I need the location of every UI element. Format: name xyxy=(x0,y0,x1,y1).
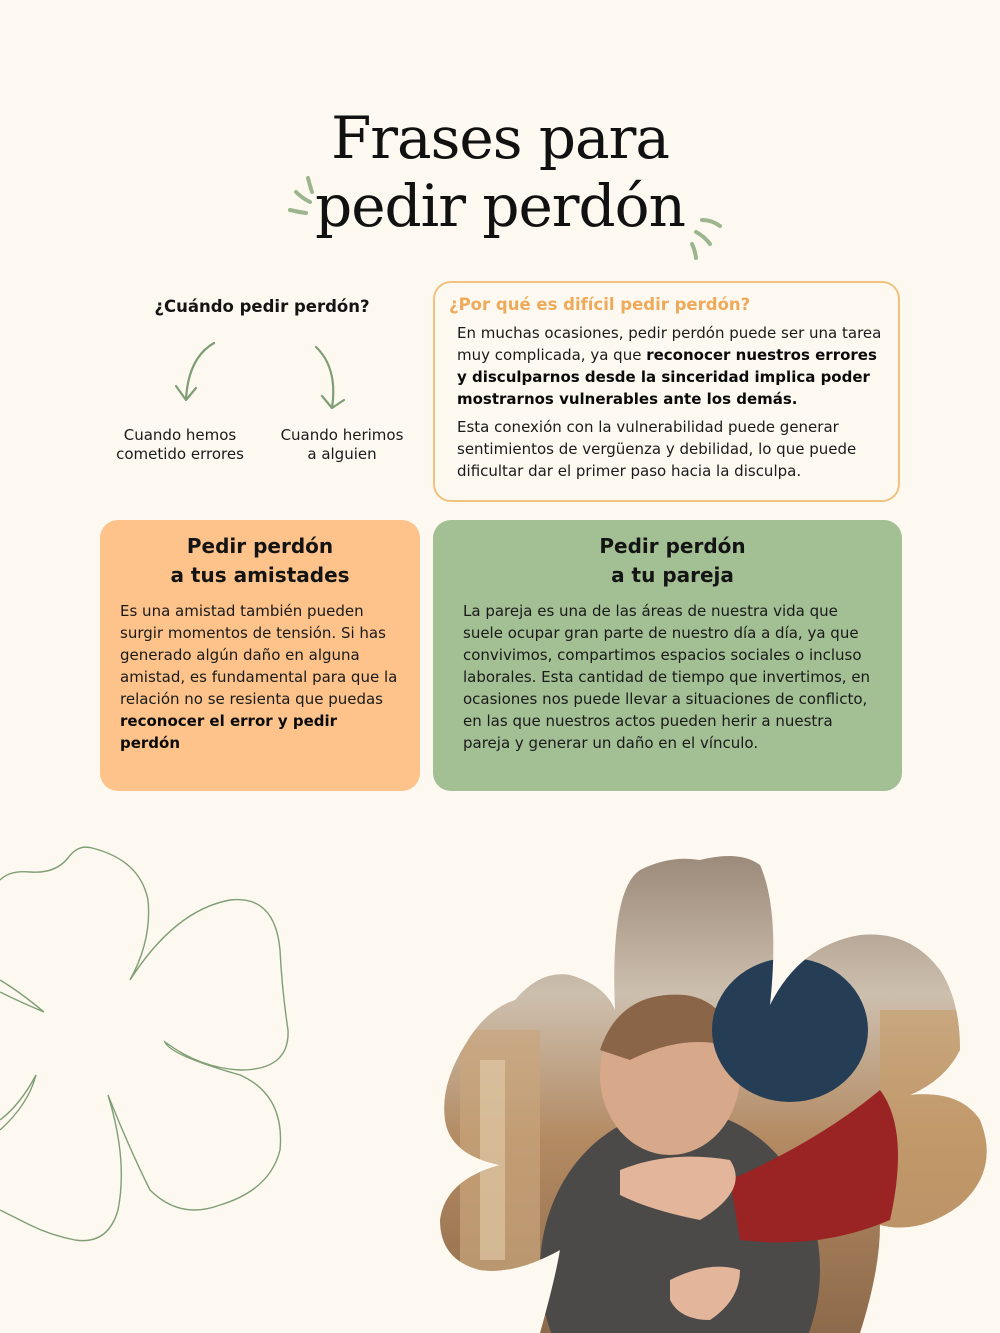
arrow-down-right-icon xyxy=(310,344,350,412)
clover-outline-icon xyxy=(0,830,300,1250)
arrow-down-left-icon xyxy=(172,340,222,406)
card-friends-text: Es una amistad también pueden surgir momentos de tensión. Si has generado algún daño en alguna amistad, es fundamental para que la relación no se resienta que puedas reconocer el error y pedir perdón xyxy=(120,602,398,752)
why-paragraph-1: En muchas ocasiones, pedir perdón puede ser una tarea muy complicada, ya que reconocer nuestros errores y disculparnos desde la sinceridad implica poder mostrarnos vulnerables ante los demás. xyxy=(457,324,882,408)
why-title: ¿Por qué es difícil pedir perdón? xyxy=(449,295,751,314)
title-line-2: pedir perdón xyxy=(315,172,685,240)
when-title: ¿Cuándo pedir perdón? xyxy=(154,297,370,316)
card-partner xyxy=(433,520,902,791)
photo-hug-image xyxy=(440,850,1000,1333)
card-partner-title: Pedir perdón a tu pareja xyxy=(599,534,746,587)
page-title xyxy=(0,104,1000,240)
title-line-1: Frases para xyxy=(331,104,669,172)
card-partner-text: La pareja es una de las áreas de nuestra vida que suele ocupar gran parte de nuestro día a día, ya que convivimos, compartimos espacios sociales o incluso laborales. Esta cantidad de tiempo que invertimos, en ocasiones nos puede llevar a situaciones de conflicto, en las que nuestros actos pueden herir a nuestra pareja y generar un daño en el vínculo. xyxy=(463,602,871,752)
sparkle-right-icon xyxy=(688,212,728,260)
when-item-errors: Cuando hemos cometido errores xyxy=(116,426,244,463)
why-difficult-box xyxy=(433,281,900,502)
card-friends xyxy=(100,520,420,791)
why-paragraph-2: Esta conexión con la vulnerabilidad puede generar sentimientos de vergüenza y debilidad, lo que puede dificultar dar el primer paso hacia la disculpa. xyxy=(457,418,857,480)
card-friends-title: Pedir perdón a tus amistades xyxy=(170,534,350,587)
sparkle-left-icon xyxy=(284,174,320,218)
when-item-hurt: Cuando herimos a alguien xyxy=(280,426,404,463)
